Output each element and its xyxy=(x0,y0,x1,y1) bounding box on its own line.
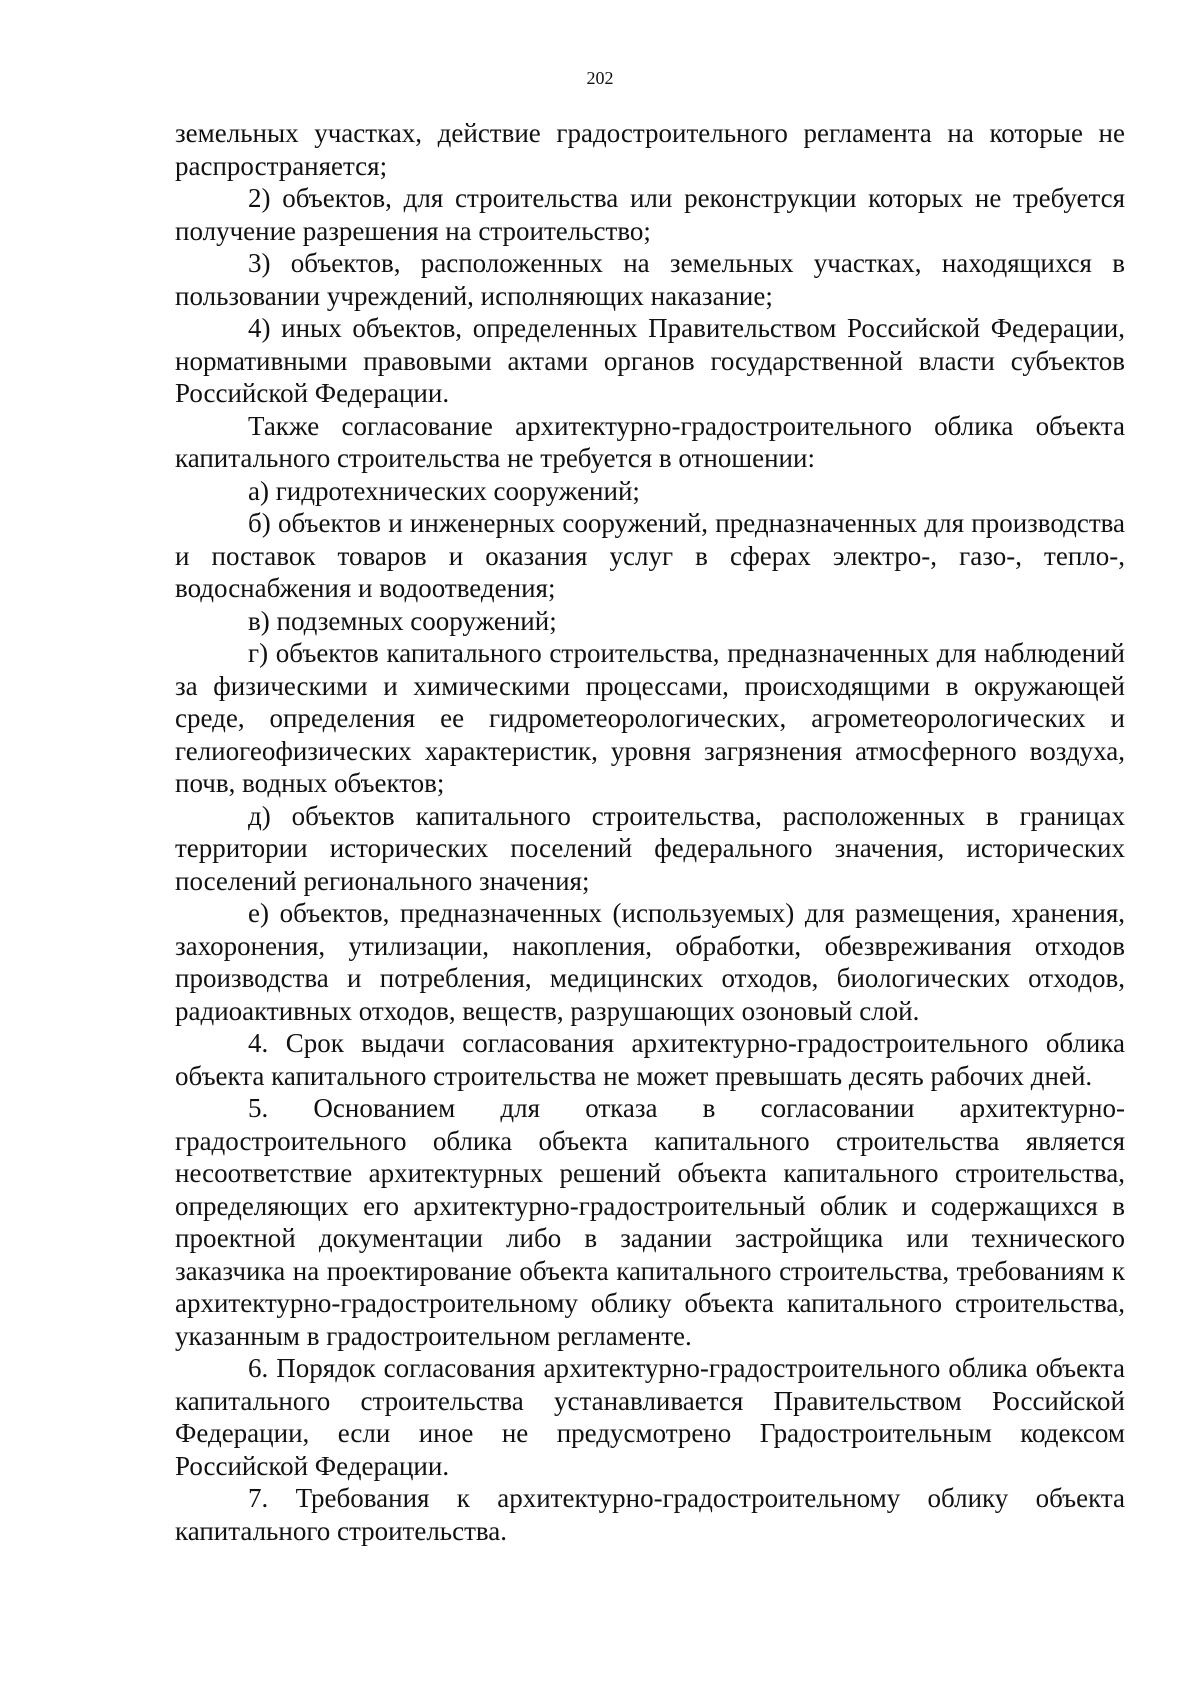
list-item-b: б) объектов и инженерных сооружений, предназначенных для производства и поставок товаров и оказания услуг в сферах электро-, газо-, тепло-, водоснабжения и водоотведения; xyxy=(175,508,1125,603)
section-4: 4. Срок выдачи согласования архитектурно-градостроительного облика объекта капитального строительства не может превышать десять рабочих дней. xyxy=(175,1028,1125,1091)
list-item-v: в) подземных сооружений; xyxy=(248,605,557,636)
document-body xyxy=(175,117,1125,1547)
list-item-3: 3) объектов, расположенных на земельных участках, находящихся в пользовании учреждений, исполняющих наказание; xyxy=(175,248,1125,311)
page-number: 202 xyxy=(586,68,614,88)
paragraph-exemptions-intro: Также согласование архитектурно-градостроительного облика объекта капитального строительства не требуется в отношении: xyxy=(175,410,1125,473)
list-item-2: 2) объектов, для строительства или реконструкции которых не требуется получение разрешения на строительство; xyxy=(175,183,1125,246)
section-7: 7. Требования к архитектурно-градостроительному облику объекта капитального строительства. xyxy=(175,1483,1125,1546)
paragraph-continuation: земельных участках, действие градостроительного регламента на которые не распространяется; xyxy=(175,118,1125,181)
section-6: 6. Порядок согласования архитектурно-градостроительного облика объекта капитального строительства устанавливается Правительством Российской Федерации, если иное не предусмотрено Градостроительным кодексом Российской Федерации. xyxy=(175,1353,1125,1481)
list-item-g: г) объектов капитального строительства, предназначенных для наблюдений за физическими и химическими процессами, происходящими в окружающей среде, определения ее гидрометеорологических, агрометеорологических и гелиогеофизических характеристик, уровня загрязнения атмосферного воздуха, почв, водных объектов; xyxy=(175,638,1125,798)
section-5: 5. Основанием для отказа в согласовании архитектурно-градостроительного облика объекта капитального строительства является несоответствие архитектурных решений объекта капитального строительства, определяющих его архитектурно-градостроительный облик и содержащихся в проектной документации либо в задании застройщика или технического заказчика на проектирование объекта капитального строительства, требованиям к архитектурно-градостроительному облику объекта капитального строительства, указанным в градостроительном регламенте. xyxy=(175,1093,1125,1351)
list-item-4: 4) иных объектов, определенных Правительством Российской Федерации, нормативными правовыми актами органов государственной власти субъектов Российской Федерации. xyxy=(175,313,1125,408)
list-item-e: е) объектов, предназначенных (используемых) для размещения, хранения, захоронения, утилизации, накопления, обработки, обезвреживания отходов производства и потребления, медицинских отходов, биологических отходов, радиоактивных отходов, веществ, разрушающих озоновый слой. xyxy=(175,898,1125,1026)
list-item-a: а) гидротехнических сооружений; xyxy=(248,475,640,506)
list-item-d: д) объектов капитального строительства, расположенных в границах территории исторических поселений федерального значения, исторических поселений регионального значения; xyxy=(175,800,1125,896)
